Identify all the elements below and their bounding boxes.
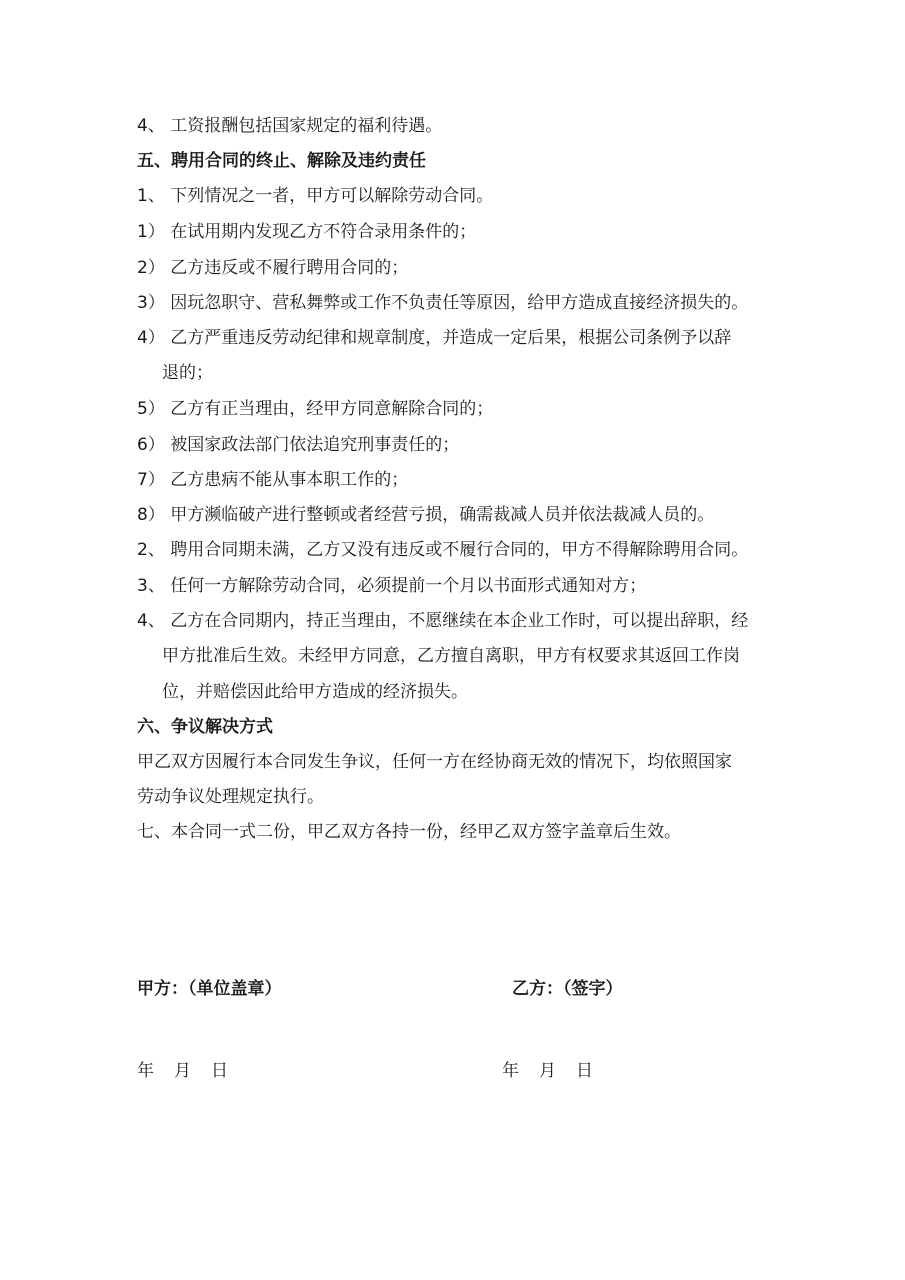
section-5-heading: 五、聘用合同的终止、解除及违约责任 [137, 151, 426, 171]
party-a-signature-label: 甲方：（单位盖章） [137, 979, 282, 999]
party-a-month-label: 月 [174, 1061, 191, 1081]
clause-5-1-item-5: 5） 乙方有正当理由，经甲方同意解除合同的； [137, 399, 494, 419]
clause-5-1-item-8: 8） 甲方濒临破产进行整顿或者经营亏损，确需裁减人员并依法裁减人员的。 [137, 505, 715, 525]
clause-5-4: 4、 乙方在合同期内，持正当理由，不愿继续在本企业工作时，可以提出辞职，经 [137, 611, 749, 631]
clause-5-1: 1、 下列情况之一者，甲方可以解除劳动合同。 [137, 186, 494, 206]
clause-5-1-item-6: 6） 被国家政法部门依法追究刑事责任的； [137, 435, 460, 455]
clause-5-4-cont-2: 位，并赔偿因此给甲方造成的经济损失。 [162, 682, 468, 702]
party-b-year-label: 年 [502, 1061, 519, 1081]
party-a-date [137, 1056, 248, 1081]
clause-5-1-item-7: 7） 乙方患病不能从事本职工作的； [137, 470, 409, 490]
section-7-text: 七、本合同一式二份，甲乙双方各持一份，经甲乙双方签字盖章后生效。 [137, 822, 681, 842]
clause-5-1-item-1: 1） 在试用期内发现乙方不符合录用条件的； [137, 222, 477, 242]
party-a-year-label: 年 [137, 1061, 154, 1081]
party-b-signature-label: 乙方：（签字） [512, 979, 623, 999]
clause-5-1-item-3: 3） 因玩忽职守、营私舞弊或工作不负责任等原因，给甲方造成直接经济损失的。 [137, 293, 749, 313]
section-6-heading: 六、争议解决方式 [137, 717, 273, 737]
party-b-month-label: 月 [539, 1061, 556, 1081]
section-6-text-2: 劳动争议处理规定执行。 [137, 787, 324, 807]
party-a-day-label: 日 [211, 1061, 228, 1081]
section-6-text-1: 甲乙双方因履行本合同发生争议，任何一方在经协商无效的情况下，均依照国家 [137, 752, 732, 772]
clause-5-2: 2、 聘用合同期未满，乙方又没有违反或不履行合同的，甲方不得解除聘用合同。 [137, 540, 749, 560]
party-b-date [502, 1056, 613, 1081]
clause-5-1-item-2: 2） 乙方违反或不履行聘用合同的； [137, 258, 409, 278]
clause-5-1-item-4-cont: 退的； [162, 363, 213, 383]
clause-5-3: 3、 任何一方解除劳动合同，必须提前一个月以书面形式通知对方； [137, 576, 647, 596]
clause-5-4-cont-1: 甲方批准后生效。未经甲方同意，乙方擅自离职，甲方有权要求其返回工作岗 [162, 646, 740, 666]
party-b-day-label: 日 [576, 1061, 593, 1081]
clause-4-welfare: 4、 工资报酬包括国家规定的福利待遇。 [137, 116, 443, 136]
clause-5-1-item-4: 4） 乙方严重违反劳动纪律和规章制度，并造成一定后果，根据公司条例予以辞 [137, 328, 732, 348]
